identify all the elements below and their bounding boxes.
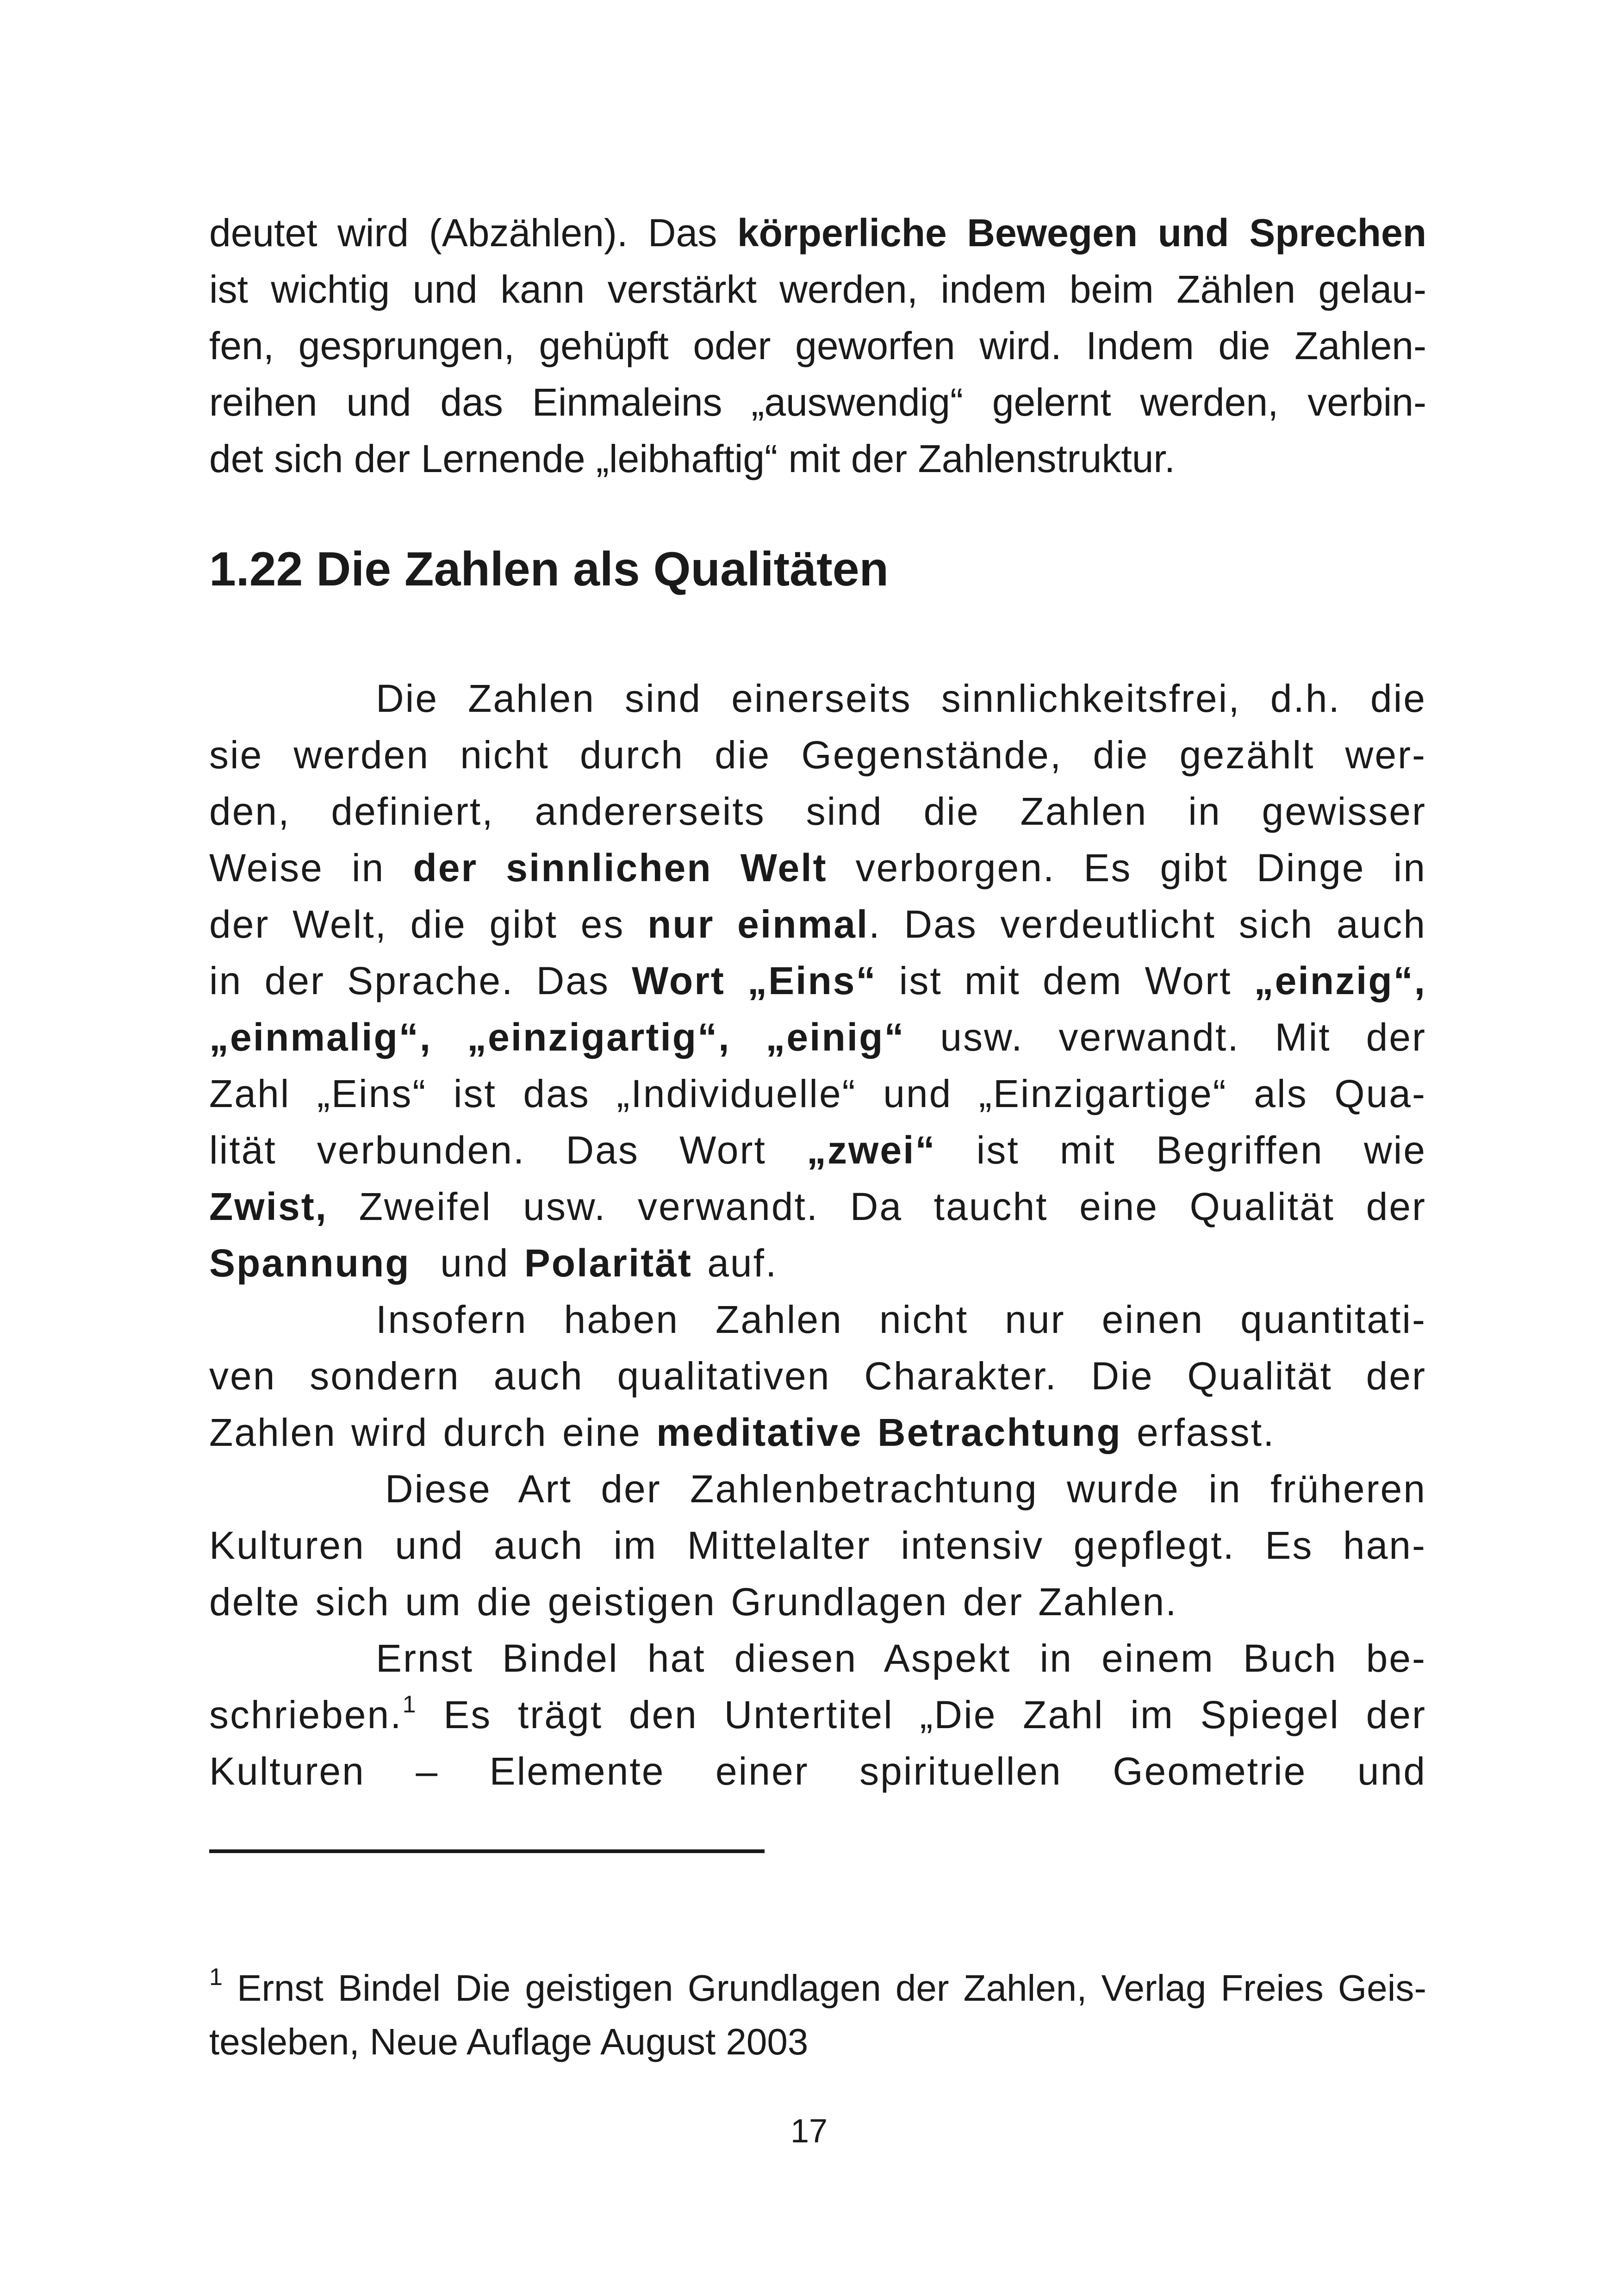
text-line: ven sondern auch qualitativen Charakter. Die Qualität der	[209, 1354, 1426, 1398]
bold-phrase: nur einmal	[647, 902, 869, 946]
text-line: fen, gesprungen, gehüpft oder geworfen wird. Indem die Zahlen-	[209, 324, 1426, 367]
text-line: reihen und das Einmaleins „auswendig“ gelernt werden, verbin-	[209, 380, 1426, 424]
bold-phrase: „einmalig“, „einzigartig“, „einig“	[209, 1015, 905, 1059]
bold-phrase: „einzig“,	[1254, 959, 1426, 1002]
intro-paragraph	[209, 205, 1426, 487]
text-line: ist wichtig und kann verstärkt werden, indem beim Zählen gelau-	[209, 268, 1426, 311]
bold-phrase: Zwist,	[209, 1185, 328, 1228]
text-line: lität verbunden. Das Wort „zwei“ ist mit Begriffen wie	[209, 1128, 1426, 1172]
text-line: Kulturen – Elemente einer spirituellen Geometrie und	[209, 1749, 1426, 1793]
footnote-marker: 1	[209, 1964, 223, 1991]
text-line: Weise in der sinnlichen Welt verborgen. Es gibt Dinge in	[209, 846, 1426, 890]
bold-phrase: „zwei“	[807, 1128, 936, 1172]
body-paragraphs	[209, 670, 1426, 1799]
text-line: Zwist, Zweifel usw. verwandt. Da taucht eine Qualität der	[209, 1185, 1426, 1228]
text-line: Zahlen wird durch eine meditative Betrachtung erfasst.	[209, 1411, 1276, 1454]
text-line: in der Sprache. Das Wort „Eins“ ist mit dem Wort „einzig“,	[209, 959, 1426, 1002]
text-line: Diese Art der Zahlenbetrachtung wurde in früheren	[385, 1467, 1426, 1511]
section-heading: 1.22 Die Zahlen als Qualitäten	[209, 542, 889, 596]
text-line: Zahl „Eins“ ist das „Individuelle“ und „Einzigartige“ als Qua-	[209, 1072, 1426, 1115]
page-number: 17	[790, 2113, 828, 2150]
footnote-reference[interactable]: 1	[402, 1691, 417, 1718]
footnote-separator	[209, 1849, 765, 1853]
text-line: Ernst Bindel hat diesen Aspekt in einem Buch be-	[376, 1636, 1426, 1680]
bold-phrase: Wort „Eins“	[632, 959, 877, 1002]
footnote-line: $^1$ Ernst Bindel Die geistigen Grundlagen der Zahlen, Verlag Freies Geis-	[209, 1964, 1426, 2009]
text-line: Insofern haben Zahlen nicht nur einen quantitati-	[376, 1298, 1426, 1341]
bold-phrase: Polarität	[524, 1241, 692, 1285]
text-line: schrieben.$^1$ Es trägt den Untertitel „Die Zahl im Spiegel der	[209, 1691, 1426, 1736]
bold-phrase: körperliche Bewegen und Sprechen	[737, 211, 1427, 255]
bold-phrase: Spannung	[209, 1241, 411, 1285]
text-line: Kulturen und auch im Mittelalter intensiv gepflegt. Es han-	[209, 1524, 1426, 1567]
text-line: delte sich um die geistigen Grundlagen der Zahlen.	[209, 1580, 1178, 1624]
bold-phrase: meditative Betrachtung	[656, 1411, 1122, 1454]
footnote	[209, 1961, 1426, 2069]
text-line: der Welt, die gibt es nur einmal. Das verdeutlicht sich auch	[209, 902, 1426, 946]
text-line: Die Zahlen sind einerseits sinnlichkeitsfrei, d.h. die	[376, 677, 1426, 720]
text-line: det sich der Lernende „leibhaftig“ mit der Zahlenstruktur.	[209, 437, 1176, 480]
text-line: Spannung und Polarität auf.	[209, 1241, 778, 1285]
text-line: den, definiert, andererseits sind die Zahlen in gewisser	[209, 790, 1426, 833]
footnote-line: tesleben, Neue Auflage August 2003	[209, 2021, 809, 2062]
text-line: „einmalig“, „einzigartig“, „einig“ usw. verwandt. Mit der	[209, 1015, 1426, 1059]
text-line: sie werden nicht durch die Gegenstände, die gezählt wer-	[209, 733, 1426, 777]
bold-phrase: der sinnlichen Welt	[413, 846, 828, 890]
text-line: deutet wird (Abzählen). Das körperliche Bewegen und Sprechen	[209, 211, 1427, 255]
